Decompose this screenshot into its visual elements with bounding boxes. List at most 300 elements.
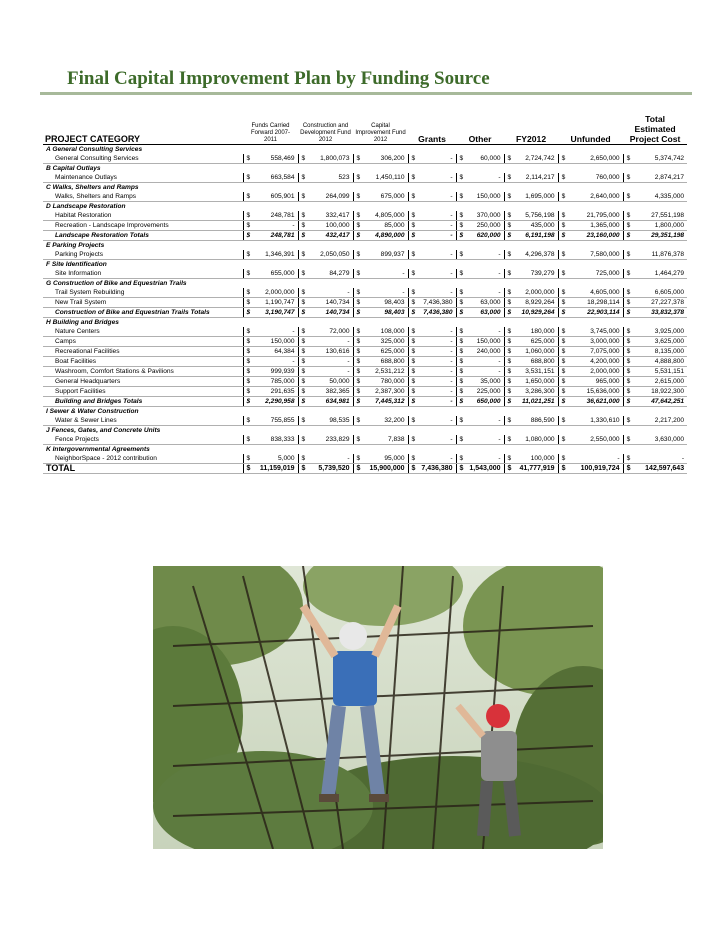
- dollar-sign: $: [243, 435, 253, 445]
- table-row: [43, 356, 687, 366]
- cell-value: 523: [308, 173, 353, 183]
- dollar-sign: $: [504, 192, 514, 202]
- dollar-sign: $: [298, 192, 308, 202]
- cell-value: 755,855: [253, 416, 298, 426]
- dollar-sign: $: [408, 173, 418, 183]
- dollar-sign: $: [353, 220, 363, 230]
- dollar-sign: $: [298, 250, 308, 260]
- dollar-sign: $: [353, 307, 363, 317]
- cell-value: 4,335,000: [633, 192, 687, 202]
- cell-value: 4,805,000: [363, 211, 408, 221]
- cell-value: -: [418, 346, 456, 356]
- cell-value: -: [308, 356, 353, 366]
- dollar-sign: $: [456, 250, 466, 260]
- dollar-sign: $: [504, 173, 514, 183]
- dollar-sign: $: [504, 220, 514, 230]
- cell-value: 142,597,643: [633, 463, 687, 473]
- dollar-sign: $: [623, 435, 633, 445]
- cell-value: 370,000: [466, 211, 504, 221]
- row-label: General Consulting Services: [43, 154, 243, 164]
- cell-value: -: [418, 454, 456, 464]
- dollar-sign: $: [408, 269, 418, 279]
- cell-value: 3,531,151: [514, 366, 558, 376]
- section-row: [43, 201, 687, 211]
- row-label: A General Consulting Services: [46, 145, 143, 153]
- cell-value: 23,160,000: [568, 230, 623, 240]
- cell-value: 98,403: [363, 297, 408, 307]
- cell-value: 2,724,742: [514, 154, 558, 164]
- cell-value: 240,000: [466, 346, 504, 356]
- table-row: [43, 297, 687, 307]
- cell-value: 886,590: [514, 416, 558, 426]
- row-label: C Walks, Shelters and Ramps: [46, 183, 139, 191]
- dollar-sign: $: [623, 297, 633, 307]
- section-row: [43, 317, 687, 327]
- dollar-sign: $: [504, 230, 514, 240]
- cell-value: -: [418, 327, 456, 337]
- cell-value: 325,000: [363, 336, 408, 346]
- section-row: [43, 278, 687, 288]
- cell-value: 130,616: [308, 346, 353, 356]
- dollar-sign: $: [456, 297, 466, 307]
- row-label: I Sewer & Water Construction: [46, 407, 139, 415]
- cell-value: 35,000: [466, 376, 504, 386]
- cell-value: 63,000: [466, 297, 504, 307]
- subtotal-row: [43, 307, 687, 317]
- cell-value: 100,000: [308, 220, 353, 230]
- dollar-sign: $: [623, 230, 633, 240]
- cell-value: -: [466, 250, 504, 260]
- table-row: [43, 173, 687, 183]
- cell-value: 2,000,000: [253, 288, 298, 298]
- dollar-sign: $: [623, 416, 633, 426]
- cell-value: -: [466, 435, 504, 445]
- cell-value: 3,000,000: [568, 336, 623, 346]
- cell-value: 1,080,000: [514, 435, 558, 445]
- section-row: [43, 182, 687, 192]
- cell-value: 27,227,378: [633, 297, 687, 307]
- dollar-sign: $: [408, 288, 418, 298]
- cell-value: 98,535: [308, 416, 353, 426]
- cell-value: 1,060,000: [514, 346, 558, 356]
- cell-value: 663,584: [253, 173, 298, 183]
- dollar-sign: $: [408, 297, 418, 307]
- dollar-sign: $: [408, 192, 418, 202]
- dollar-sign: $: [298, 435, 308, 445]
- table-row: [43, 269, 687, 279]
- cell-value: 1,365,000: [568, 220, 623, 230]
- dollar-sign: $: [456, 307, 466, 317]
- cell-value: 180,000: [514, 327, 558, 337]
- dollar-sign: $: [243, 346, 253, 356]
- cell-value: 650,000: [466, 396, 504, 406]
- dollar-sign: $: [623, 366, 633, 376]
- cell-value: 7,580,000: [568, 250, 623, 260]
- cell-value: 7,075,000: [568, 346, 623, 356]
- dollar-sign: $: [623, 376, 633, 386]
- cell-value: 7,436,380: [418, 307, 456, 317]
- dollar-sign: $: [558, 463, 568, 473]
- cell-value: 655,000: [253, 269, 298, 279]
- cell-value: 7,436,380: [418, 297, 456, 307]
- row-label: Site Information: [43, 269, 243, 279]
- row-label: General Headquarters: [43, 376, 243, 386]
- cell-value: 140,734: [308, 297, 353, 307]
- dollar-sign: $: [408, 307, 418, 317]
- cell-value: 2,874,217: [633, 173, 687, 183]
- row-label: Recreation - Landscape Improvements: [43, 220, 243, 230]
- dollar-sign: $: [408, 396, 418, 406]
- header-total-cost: Total Estimated Project Cost: [623, 108, 687, 144]
- dollar-sign: $: [353, 192, 363, 202]
- dollar-sign: $: [353, 463, 363, 473]
- dollar-sign: $: [623, 288, 633, 298]
- dollar-sign: $: [504, 154, 514, 164]
- cell-value: -: [466, 356, 504, 366]
- dollar-sign: $: [298, 416, 308, 426]
- capital-plan-table-container: [43, 108, 687, 474]
- table-row: [43, 327, 687, 337]
- dollar-sign: $: [243, 366, 253, 376]
- cell-value: 64,384: [253, 346, 298, 356]
- cell-value: 250,000: [466, 220, 504, 230]
- row-label: Fence Projects: [43, 435, 243, 445]
- dollar-sign: $: [243, 463, 253, 473]
- cell-value: 29,351,198: [633, 230, 687, 240]
- cell-value: 22,903,114: [568, 307, 623, 317]
- cell-value: 1,190,747: [253, 297, 298, 307]
- row-label: Building and Bridges Totals: [43, 396, 243, 406]
- cell-value: -: [253, 220, 298, 230]
- cell-value: 1,650,000: [514, 376, 558, 386]
- dollar-sign: $: [623, 173, 633, 183]
- table-row: [43, 366, 687, 376]
- title-divider: [40, 92, 692, 95]
- dollar-sign: $: [243, 454, 253, 464]
- dollar-sign: $: [456, 269, 466, 279]
- dollar-sign: $: [623, 154, 633, 164]
- subtotal-row: [43, 396, 687, 406]
- cell-value: 1,346,391: [253, 250, 298, 260]
- dollar-sign: $: [298, 154, 308, 164]
- table-row: [43, 386, 687, 396]
- cell-value: 2,531,212: [363, 366, 408, 376]
- cell-value: 248,781: [253, 211, 298, 221]
- dollar-sign: $: [456, 396, 466, 406]
- dollar-sign: $: [243, 173, 253, 183]
- dollar-sign: $: [243, 307, 253, 317]
- table-row: [43, 376, 687, 386]
- ropes-course-illustration: [153, 566, 603, 849]
- cell-value: 10,929,264: [514, 307, 558, 317]
- dollar-sign: $: [623, 454, 633, 464]
- dollar-sign: $: [408, 376, 418, 386]
- dollar-sign: $: [298, 211, 308, 221]
- dollar-sign: $: [504, 250, 514, 260]
- cell-value: 1,330,610: [568, 416, 623, 426]
- dollar-sign: $: [408, 327, 418, 337]
- dollar-sign: $: [456, 386, 466, 396]
- cell-value: 50,000: [308, 376, 353, 386]
- cell-value: 7,838: [363, 435, 408, 445]
- dollar-sign: $: [504, 269, 514, 279]
- cell-value: 225,000: [466, 386, 504, 396]
- cell-value: 2,114,217: [514, 173, 558, 183]
- section-row: [43, 163, 687, 173]
- section-row: [43, 444, 687, 454]
- row-label: Maintenance Outlays: [43, 173, 243, 183]
- dollar-sign: $: [504, 376, 514, 386]
- row-label: Water & Sewer Lines: [43, 416, 243, 426]
- dollar-sign: $: [623, 269, 633, 279]
- dollar-sign: $: [243, 327, 253, 337]
- dollar-sign: $: [558, 416, 568, 426]
- dollar-sign: $: [298, 356, 308, 366]
- dollar-sign: $: [298, 288, 308, 298]
- dollar-sign: $: [353, 269, 363, 279]
- dollar-sign: $: [623, 307, 633, 317]
- dollar-sign: $: [353, 211, 363, 221]
- cell-value: 7,445,312: [363, 396, 408, 406]
- cell-value: 1,800,073: [308, 154, 353, 164]
- cell-value: -: [253, 327, 298, 337]
- cell-value: 899,937: [363, 250, 408, 260]
- cell-value: -: [466, 269, 504, 279]
- row-label: G Construction of Bike and Equestrian Trails: [46, 279, 187, 287]
- dollar-sign: $: [504, 327, 514, 337]
- cell-value: 1,464,279: [633, 269, 687, 279]
- cell-value: -: [418, 192, 456, 202]
- header-unfunded: Unfunded: [558, 108, 623, 144]
- cell-value: 3,190,747: [253, 307, 298, 317]
- cell-value: 4,888,800: [633, 356, 687, 366]
- cell-value: 688,800: [363, 356, 408, 366]
- dollar-sign: $: [456, 154, 466, 164]
- dollar-sign: $: [456, 366, 466, 376]
- dollar-sign: $: [243, 396, 253, 406]
- cell-value: 620,000: [466, 230, 504, 240]
- dollar-sign: $: [243, 220, 253, 230]
- cell-value: -: [418, 269, 456, 279]
- cell-value: -: [308, 454, 353, 464]
- cell-value: 2,000,000: [568, 366, 623, 376]
- dollar-sign: $: [623, 192, 633, 202]
- dollar-sign: $: [456, 376, 466, 386]
- dollar-sign: $: [558, 356, 568, 366]
- table-row: [43, 454, 687, 464]
- row-label: New Trail System: [43, 297, 243, 307]
- cell-value: 432,417: [308, 230, 353, 240]
- dollar-sign: $: [456, 454, 466, 464]
- dollar-sign: $: [504, 396, 514, 406]
- cell-value: -: [418, 396, 456, 406]
- dollar-sign: $: [623, 386, 633, 396]
- cell-value: 98,403: [363, 307, 408, 317]
- cell-value: -: [418, 220, 456, 230]
- section-row: [43, 240, 687, 250]
- dollar-sign: $: [353, 416, 363, 426]
- dollar-sign: $: [298, 269, 308, 279]
- dollar-sign: $: [504, 366, 514, 376]
- dollar-sign: $: [408, 366, 418, 376]
- table-body: [43, 144, 687, 473]
- cell-value: 3,925,000: [633, 327, 687, 337]
- cell-value: -: [568, 454, 623, 464]
- dollar-sign: $: [558, 192, 568, 202]
- dollar-sign: $: [243, 230, 253, 240]
- dollar-sign: $: [298, 366, 308, 376]
- cell-value: 4,605,000: [568, 288, 623, 298]
- cell-value: 1,450,110: [363, 173, 408, 183]
- cell-value: 3,286,300: [514, 386, 558, 396]
- cell-value: 36,621,000: [568, 396, 623, 406]
- cell-value: -: [466, 366, 504, 376]
- subtotal-row: [43, 230, 687, 240]
- ropes-course-photo: [153, 566, 603, 849]
- dollar-sign: $: [558, 297, 568, 307]
- dollar-sign: $: [558, 435, 568, 445]
- dollar-sign: $: [298, 346, 308, 356]
- cell-value: -: [308, 366, 353, 376]
- dollar-sign: $: [456, 336, 466, 346]
- table-row: [43, 250, 687, 260]
- dollar-sign: $: [558, 386, 568, 396]
- dollar-sign: $: [558, 366, 568, 376]
- cell-value: 63,000: [466, 307, 504, 317]
- cell-value: -: [418, 376, 456, 386]
- row-label: Parking Projects: [43, 250, 243, 260]
- cell-value: 5,531,151: [633, 366, 687, 376]
- grand-total-row: [43, 463, 687, 473]
- cell-value: 100,919,724: [568, 463, 623, 473]
- dollar-sign: $: [353, 346, 363, 356]
- cell-value: -: [633, 454, 687, 464]
- cell-value: 15,636,000: [568, 386, 623, 396]
- dollar-sign: $: [298, 396, 308, 406]
- cell-value: 965,000: [568, 376, 623, 386]
- cell-value: 838,333: [253, 435, 298, 445]
- cell-value: 4,200,000: [568, 356, 623, 366]
- dollar-sign: $: [558, 154, 568, 164]
- cell-value: 2,550,000: [568, 435, 623, 445]
- cell-value: 2,217,200: [633, 416, 687, 426]
- cell-value: -: [363, 288, 408, 298]
- cell-value: -: [466, 288, 504, 298]
- header-grants: Grants: [408, 108, 456, 144]
- cell-value: 780,000: [363, 376, 408, 386]
- dollar-sign: $: [504, 463, 514, 473]
- dollar-sign: $: [623, 336, 633, 346]
- dollar-sign: $: [408, 416, 418, 426]
- dollar-sign: $: [504, 336, 514, 346]
- row-label: Washroom, Comfort Stations & Pavilions: [43, 366, 243, 376]
- cell-value: 2,615,000: [633, 376, 687, 386]
- dollar-sign: $: [623, 396, 633, 406]
- dollar-sign: $: [353, 336, 363, 346]
- cell-value: 739,279: [514, 269, 558, 279]
- dollar-sign: $: [408, 220, 418, 230]
- cell-value: -: [418, 288, 456, 298]
- cell-value: 382,365: [308, 386, 353, 396]
- table-row: [43, 192, 687, 202]
- dollar-sign: $: [298, 336, 308, 346]
- cell-value: 18,922,300: [633, 386, 687, 396]
- dollar-sign: $: [504, 356, 514, 366]
- cell-value: 760,000: [568, 173, 623, 183]
- cell-value: 2,290,958: [253, 396, 298, 406]
- cell-value: -: [308, 336, 353, 346]
- row-label: Boat Facilities: [43, 356, 243, 366]
- cell-value: 634,981: [308, 396, 353, 406]
- dollar-sign: $: [408, 211, 418, 221]
- cell-value: 264,099: [308, 192, 353, 202]
- cell-value: 8,135,000: [633, 346, 687, 356]
- dollar-sign: $: [353, 366, 363, 376]
- cell-value: 8,929,264: [514, 297, 558, 307]
- dollar-sign: $: [558, 376, 568, 386]
- cell-value: -: [418, 416, 456, 426]
- dollar-sign: $: [558, 336, 568, 346]
- dollar-sign: $: [456, 288, 466, 298]
- cell-value: 60,000: [466, 154, 504, 164]
- dollar-sign: $: [243, 376, 253, 386]
- cell-value: 6,605,000: [633, 288, 687, 298]
- cell-value: 625,000: [363, 346, 408, 356]
- dollar-sign: $: [558, 269, 568, 279]
- header-fy2012: FY2012: [504, 108, 558, 144]
- cell-value: 3,630,000: [633, 435, 687, 445]
- cell-value: 108,000: [363, 327, 408, 337]
- cell-value: 675,000: [363, 192, 408, 202]
- cell-value: -: [466, 173, 504, 183]
- row-label: Landscape Restoration Totals: [43, 230, 243, 240]
- dollar-sign: $: [298, 454, 308, 464]
- cell-value: 5,374,742: [633, 154, 687, 164]
- dollar-sign: $: [558, 327, 568, 337]
- dollar-sign: $: [408, 386, 418, 396]
- cell-value: 72,000: [308, 327, 353, 337]
- dollar-sign: $: [243, 192, 253, 202]
- dollar-sign: $: [456, 211, 466, 221]
- dollar-sign: $: [243, 288, 253, 298]
- dollar-sign: $: [408, 435, 418, 445]
- dollar-sign: $: [558, 346, 568, 356]
- dollar-sign: $: [456, 356, 466, 366]
- dollar-sign: $: [353, 327, 363, 337]
- cell-value: -: [418, 230, 456, 240]
- section-row: [43, 144, 687, 154]
- cell-value: -: [418, 336, 456, 346]
- row-label: TOTAL: [43, 463, 243, 473]
- dollar-sign: $: [504, 307, 514, 317]
- cell-value: 32,200: [363, 416, 408, 426]
- cell-value: 688,800: [514, 356, 558, 366]
- cell-value: 2,050,050: [308, 250, 353, 260]
- cell-value: 95,000: [363, 454, 408, 464]
- cell-value: 18,298,114: [568, 297, 623, 307]
- table-row: [43, 211, 687, 221]
- header-construction-fund: Construction and Development Fund 2012: [298, 108, 353, 144]
- cell-value: -: [418, 356, 456, 366]
- row-label: Recreational Facilities: [43, 346, 243, 356]
- cell-value: 11,159,019: [253, 463, 298, 473]
- dollar-sign: $: [298, 297, 308, 307]
- row-label: Trail System Rebuilding: [43, 288, 243, 298]
- cell-value: -: [253, 356, 298, 366]
- dollar-sign: $: [298, 327, 308, 337]
- dollar-sign: $: [504, 346, 514, 356]
- table-row: [43, 288, 687, 298]
